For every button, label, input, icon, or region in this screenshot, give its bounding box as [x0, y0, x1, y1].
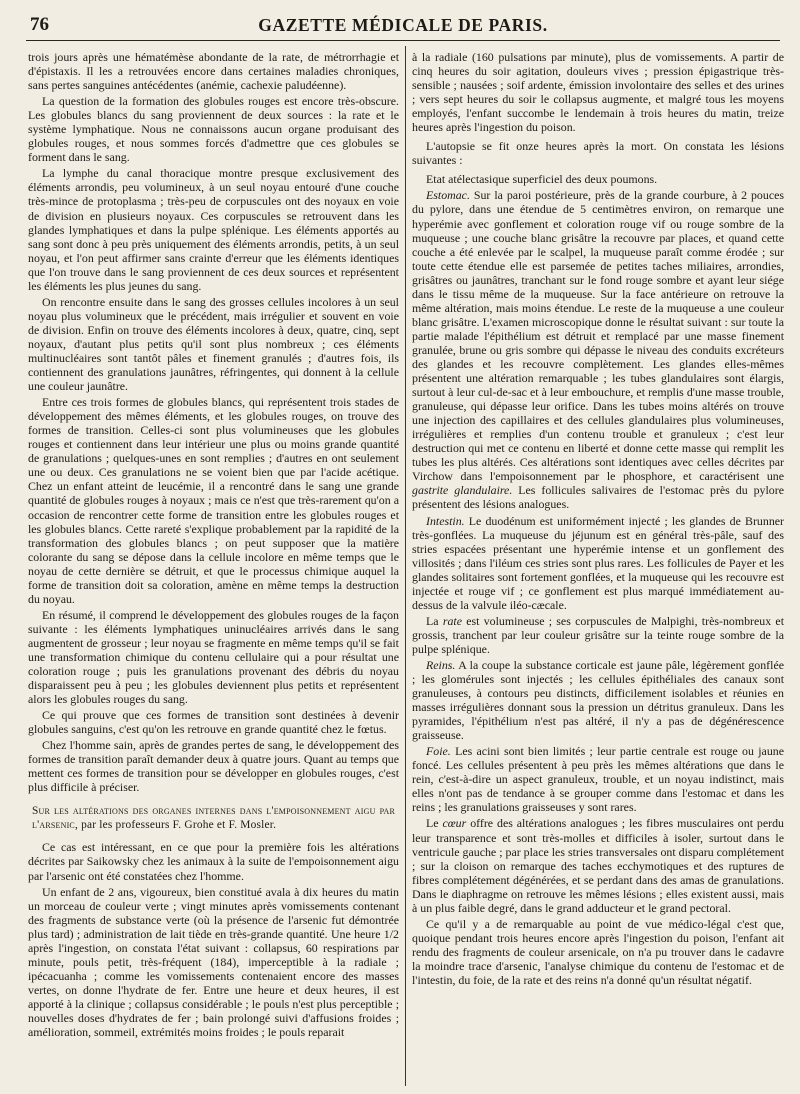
organ-label: Intestin.	[426, 513, 465, 528]
article-title	[28, 804, 399, 832]
paragraph: Ce qu'il y a de remarquable au point de vue médico-légal c'est que, quoique pendant trois heures encore après l'ingestion du poison, l'enfant ait rendu des fragments de couleur arsenicale, on n'a pu trouver dans le cadavre la moindre trace d'arsenic, l'analyse chimique du contenu de l'estomac et de l'intestin, du foie, de la rate et des reins n'a donné qu'un résultat négatif.	[412, 916, 784, 987]
paragraph: Ce cas est intéressant, en ce que pour la première fois les altérations décrites par Saikowsky chez les animaux à la suite de l'empoisonnement aigu par l'arsenic ont été constatées chez l'homme.	[28, 840, 399, 883]
lesion-kidneys	[412, 658, 784, 742]
lesion-text: La	[426, 613, 443, 628]
paragraph: trois jours après une hématémèse abondante de la rate, de métrorrhagie et d'épistaxis. Il les a retrouvées encore dans certaines maladies chroniques, sans pertes sanguines antécédentes (anémie, cachexie paludéenne).	[28, 50, 399, 93]
paragraph: à la radiale (160 pulsations par minute), plus de vomissements. A partir de cinq heures du soir agitation, douleurs vives ; pression épigastrique très-sensible ; nausées ; soif ardente, émission involontaire des selles et des urines ; vers sept heures du soir le collapsus augmente, et malgré tous les moyens employés, l'enfant succombe le lendemain à trois heures du matin, treize heures après l'ingestion du poison.	[412, 50, 784, 135]
lesion-text: Le duodénum est uniformément injecté ; les glandes de Brunner très-gonflées. La muqueuse du jéjunum est en général très-pâle, sauf des stries espacées présentant une hyperémie intense et un gonflement des villosités ; dans l'iléum ces stries sont plus rares. Les follicules de Payer et les glandes solitaires sont fortement gonflées, et la muqueuse qui les recouvre est injectée et rouge vif ; ce gonflement est plus marqué immédiatement au-dessus de la valvule iléo-cæcale.	[412, 513, 784, 612]
paragraph: Un enfant de 2 ans, vigoureux, bien constitué avala à dix heures du matin un morceau de couleur verte ; vingt minutes après vomissements contenant des fragments de substance verte (où la présence de l'arsenic fut démontrée plus tard) ; administration de lait tiède en très-grande quantité. Une heure 1/2 après l'ingestion, on constata l'état suivant : collapsus, 60 respirations par minute, pouls petit, très-fréquent (184), imperceptible à la radiale ; ipécacuanha ; comme les vomissements contenaient encore des masses vertes, on donne l'hydrate de fer. Entre une heure et deux heures, il est apporté à la clinique ; collapsus considérable ; le pouls n'est plus perceptible ; nouvelles doses d'hydrates de fer ; bain prolongé suivi d'affusions froides ; amélioration, sommeil, extrémités moins froides ; le pouls reparait	[28, 884, 399, 1040]
organ-label: cœur	[442, 816, 467, 831]
lesion-stomach	[412, 188, 784, 511]
article-authors: par les professeurs F. Grohe et F. Mosler.	[78, 819, 277, 832]
left-column	[28, 50, 399, 1086]
organ-label: Estomac.	[426, 188, 470, 203]
lesion-text: Sur la paroi postérieure, près de la grande courbure, à 2 pouces du pylore, dans une étendue de 5 centimètres environ, on remarque une hyperémie avec gonflement et coloration rouge vif ou rouge sombre de la muqueuse ; une couche blanc grisâtre la recouvre par places, et quand cette couche a été enlevée par le scalpel, la muqueuse paraît comme érodée ; sur toute cette étendue elle est parsemée de petites taches miliaires, arrondies, grisâtres ou jaunâtres, tranchant sur le fond rouge sombre et ayant leur siége dans le tissu même de la muqueuse. Sur la face antérieure on retrouve la même altération, mais moins étendue. Le reste de la muqueuse a une couleur blanc grisâtre. L'examen microscopique donne le résultat suivant : sur toute la partie malade l'épithélium est détruit et remplacé par une masse finement granulée, brune ou gris sombre qui dépasse le niveau des conduits excréteurs des glandes et les recouvre complètement. Les glandes elles-mêmes présentent une altération remarquable ; les tubes glandulaires sont élargis, surtout à leur cul-de-sac et à leur embouchure, et remplis d'une masse trouble, granuleuse, qui dépasse leur orifice. Dans les tubes moins altérés on trouve une injection des capillaires et des cellules glandulaires plus volumineuses, irrégulières et remplies d'un contenu trouble et granuleux ; c'est leur destruction qui met ce contenu en liberté et donne cette masse qui remplit les tubes les plus altérés. Ces altérations sont identiques avec celles décrites par Virchow dans l'empoisonnement par le phosphore, et caractérisent une	[412, 188, 784, 484]
lesion-text: A la coupe la substance corticale est jaune pâle, légèrement gonflée ; les glomérules sont injectés ; les cellules épithéliales des canaux sont granuleuses, à contours peu distincts, difficilement isolables et réunies en masses irrégulières donnant sous la pression un détritus granuleux. Dans les pyramides, l'épithélium n'est pas altéré, il n'y a pas de dégénérescence graisseuse.	[412, 657, 784, 743]
paragraph: La lymphe du canal thoracique montre presque exclusivement des éléments arrondis, peu volumineux, à un seul noyau entouré d'une couche très-mince de protoplasma ; très-peu de corpuscules ont des noyaux en voie de division en plusieurs noyaux. Ces corpuscules se retrouvent dans les glandes lymphatiques et dans la pulpe splénique. Les éléments apportés au sang sont donc à peu près uniquement des éléments arrondis, petits, à un seul noyau, et l'on peut affirmer sans crainte d'erreur que les éléments identiques que l'on trouve dans le sang proviennent de ces deux sources et représentent les éléments les plus jeunes du sang.	[28, 166, 399, 293]
running-title: GAZETTE MÉDICALE DE PARIS.	[258, 15, 548, 35]
lesion-text: Les follicules salivaires de l'estomac près du pylore présentent des lésions analogues.	[412, 483, 784, 512]
organ-label: Reins.	[426, 657, 456, 672]
lesion-text: est volumineuse ; ses corpuscules de Malpighi, très-nombreux et grossis, tranchent par leur couleur grisâtre sur la teinte rouge sombre de la pulpe splénique.	[412, 613, 784, 656]
lesion-intestine	[412, 514, 784, 612]
paragraph: Etat atélectasique superficiel des deux poumons.	[426, 172, 658, 187]
paragraph: On rencontre ensuite dans le sang des grosses cellules incolores à un seul noyau plus volumineux que le précédent, mais irrégulier et souvent en voie de division. Enfin on trouve des éléments incolores à deux, quatre, cinq, sept noyaux, d'autant plus petits qu'il sont plus nombreux ; ces éléments multinucléaires sont tantôt pâles et finement granulés ; d'autres fois, ils contiennent des granulations jaunâtres, réfringentes, qui donnent à la cellule une couleur jaunâtre.	[28, 294, 399, 394]
paragraph: La question de la formation des globules rouges est encore très-obscure. Les globules blancs du sang proviennent de deux sources : la rate et le système lymphatique. Nous ne connaissons aucun organe produisant des globules rouges, et nous sommes forcés d'admettre que ces globules se forment dans le sang.	[28, 94, 399, 165]
lesion-spleen	[412, 614, 784, 656]
article-title-main: Sur les altérations des organes internes dans l'empoisonnement aigu par l'arsenic,	[32, 805, 395, 832]
lesion-liver	[412, 744, 784, 814]
lesion-text: Les acini sont bien limités ; leur partie centrale est rouge ou jaune foncé. Les cellules présentent à peu près les mêmes altérations que dans le rein, c'est-à-dire un aspect granuleux, trouble, et un noyau indistinct, mais elles n'ont pas de tendance à se grouper comme dans l'estomac et dans les reins ; les granulations graisseuses y sont rares.	[412, 744, 784, 815]
paragraph: Entre ces trois formes de globules blancs, qui représentent trois stades de développement des mêmes éléments, et les globules rouges, on trouve des formes de transition. Celles-ci sont plus volumineuses que les globules rouges et contiennent dans leur intérieur une plus ou moins grande quantité de granulations ; quelques-unes en sont remplies ; d'autres en ont seulement une ou deux. Ces granulations ne se voient bien que par l'acide acétique. Chez un enfant atteint de leucémie, il a rencontré dans le sang une grande quantité de globules rouges à noyaux ; mais ce n'est que très-rarement qu'on a occasion de rencontrer cette forme de transition entre les globules rouges et les globules blancs. Cette rareté s'explique probablement par la rapidité de la transformation des globules blancs ; on peut supposer que la matière colorante du sang se dépose dans la cellule incolore en même temps que le noyau de cette dernière se détruit, et que le processus chimique auquel la forme de transition doit sa coloration, amène en même temps la destruction du noyau.	[28, 395, 399, 606]
right-column	[412, 50, 784, 1086]
paragraph: L'autopsie se fit onze heures après la mort. On constata les lésions suivantes :	[412, 139, 784, 168]
lesion-heart	[412, 816, 784, 914]
page-number: 76	[30, 14, 49, 35]
column-divider	[405, 46, 406, 1086]
paragraph: Chez l'homme sain, après de grandes pertes de sang, le développement des formes de transition paraît demander deux à quatre jours. Quant au temps que mettent ces formes de transition pour se développer en globules rouges, c'est plus difficile à préciser.	[28, 738, 399, 795]
term-emphasis: gastrite glandulaire.	[412, 483, 513, 498]
lesion-text: offre des altérations analogues ; les fibres musculaires ont perdu leur transparence et sont très-molles et difficiles à isoler, surtout dans le ventricule gauche ; par place les stries transversales ont disparu complétement ; sur la cloison on remarque des taches ecchymotiques et des ruptures de fibres complétement dégénérées, et se perdant dans des amas de granulations. Dans le diaphragme on retrouve les mêmes lésions ; elles existent aussi, mais à un plus faible degré, dans le grand adducteur et le grand pectoral.	[412, 816, 784, 915]
organ-label: rate	[442, 613, 462, 628]
paragraph: Ce qui prouve que ces formes de transition sont destinées à devenir globules sanguins, c'est qu'on les retrouve en grande quantité chez le fœtus.	[28, 708, 399, 737]
paragraph: En résumé, il comprend le développement des globules rouges de la façon suivante : les éléments lymphatiques uninucléaires arrivés dans le sang augmentent de grosseur ; leur noyau se fragmente en même temps qu'il se fait une transformation chimique du contenu cellulaire qui a pour résultat une coloration rouge ; puis les granulations provenant des débris du noyau disparaissent peu à peu ; les globules deviennent plus petits et représentent alors les globules rouges du sang.	[28, 607, 399, 707]
page-header	[26, 10, 780, 41]
lesion-text: Le	[426, 816, 443, 831]
organ-label: Foie.	[426, 744, 451, 759]
